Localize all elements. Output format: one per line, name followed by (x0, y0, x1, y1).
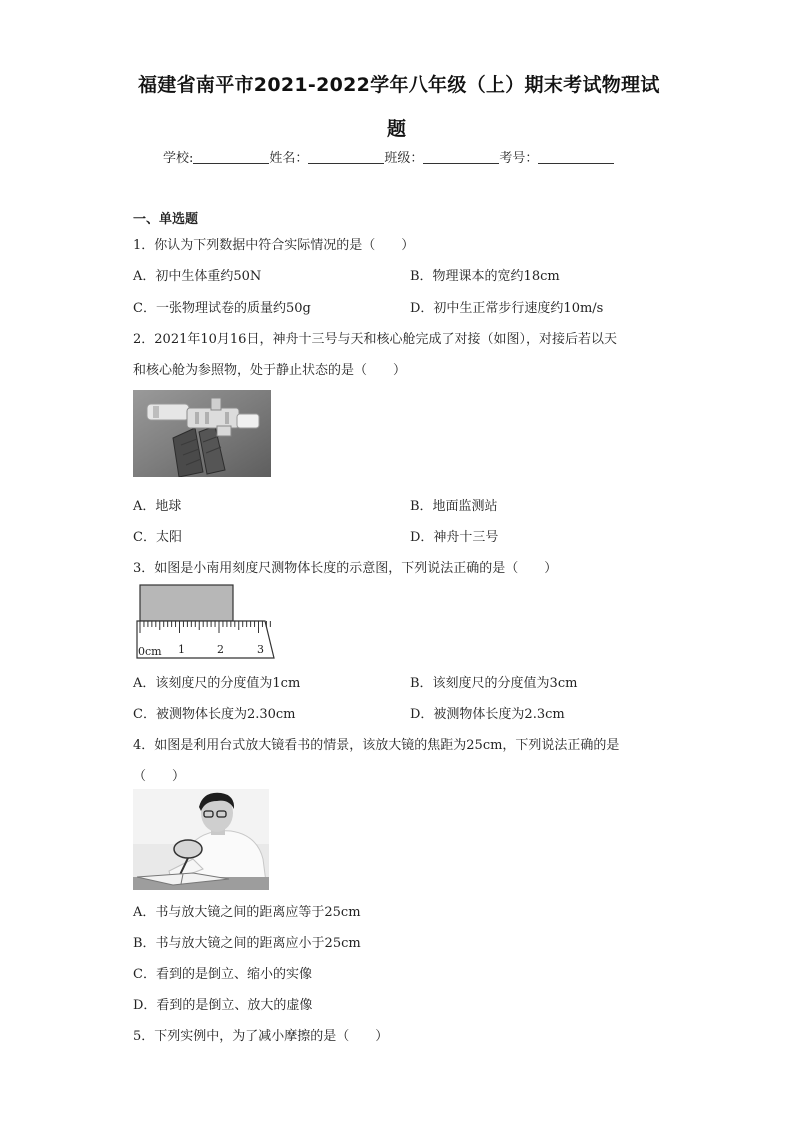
q3-option-b: B．该刻度尺的分度值为3cm (410, 676, 578, 691)
number-field[interactable] (538, 151, 614, 164)
exam-title-line2: 题 (387, 118, 407, 140)
question-2-stem-line1: 2．2021年10月16日，神舟十三号与天和核心舱完成了对接（如图），对接后若以天 (133, 332, 617, 347)
question-1-stem: 1．你认为下列数据中符合实际情况的是（ ） (133, 238, 415, 253)
question-3-stem: 3．如图是小南用刻度尺测物体长度的示意图，下列说法正确的是（ ） (133, 561, 558, 576)
q4-option-a: A．书与放大镜之间的距离应等于25cm (133, 905, 361, 920)
q3-option-d: D．被测物体长度为2.3cm (410, 707, 565, 722)
ruler-diagram (133, 584, 275, 662)
magnifier-photo (133, 789, 269, 890)
class-field[interactable] (423, 151, 499, 164)
q4-option-d: D．看到的是倒立、放大的虚像 (133, 998, 313, 1013)
name-field[interactable] (308, 151, 384, 164)
q1-option-a: A．初中生体重约50N (133, 269, 262, 284)
question-4-stem-line2: （ ） (133, 769, 186, 784)
ruler-label-1: 1 (178, 643, 185, 656)
question-2-stem-line2: 和核心舱为参照物，处于静止状态的是（ ） (133, 363, 407, 378)
number-label: 考号： (499, 151, 539, 166)
question-4-stem-line1: 4．如图是利用台式放大镜看书的情景，该放大镜的焦距为25cm，下列说法正确的是 (133, 738, 620, 753)
class-label: 班级： (384, 151, 424, 166)
space-station-image (133, 390, 271, 477)
q3-option-c: C．被测物体长度为2.30cm (133, 707, 296, 722)
q3-option-a: A．该刻度尺的分度值为1cm (133, 676, 301, 691)
q2-option-c: C．太阳 (133, 530, 182, 545)
exam-title-line1: 福建省南平市2021-2022学年八年级（上）期末考试物理试 (138, 74, 660, 96)
q4-option-b: B．书与放大镜之间的距离应小于25cm (133, 936, 361, 951)
ruler-figure (133, 584, 275, 662)
section-heading: 一、单选题 (133, 212, 199, 227)
student-info-line (163, 147, 614, 166)
q1-option-d: D．初中生正常步行速度约10m/s (410, 301, 604, 316)
question-5-stem: 5．下列实例中，为了减小摩擦的是（ ） (133, 1029, 389, 1044)
q2-option-a: A．地球 (133, 499, 182, 514)
q2-option-b: B．地面监测站 (410, 499, 498, 514)
name-label: 姓名： (269, 151, 309, 166)
q4-option-c: C．看到的是倒立、缩小的实像 (133, 967, 312, 982)
magnifier-reading-image (133, 789, 269, 890)
q1-option-c: C．一张物理试卷的质量约50g (133, 301, 311, 316)
school-field[interactable] (193, 151, 269, 164)
school-label: 学校: (163, 151, 194, 166)
q1-option-b: B．物理课本的宽约18cm (410, 269, 560, 284)
space-station-photo (133, 390, 271, 477)
ruler-label-2: 2 (217, 643, 224, 656)
ruler-label-0: 0cm (138, 645, 162, 658)
q2-option-d: D．神舟十三号 (410, 530, 499, 545)
ruler-label-3: 3 (257, 643, 264, 656)
